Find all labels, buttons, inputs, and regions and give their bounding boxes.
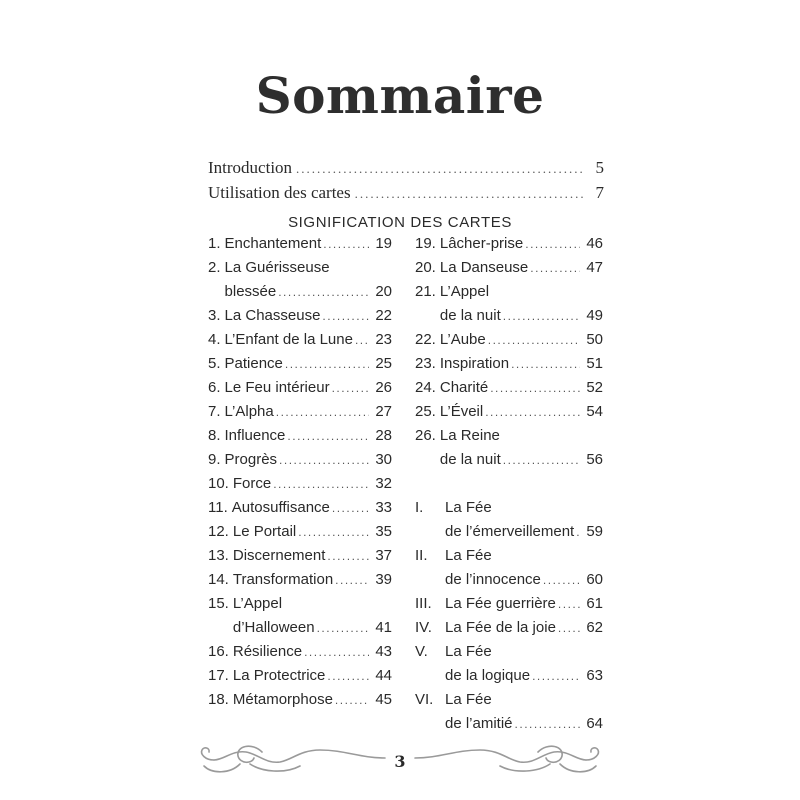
toc-entry[interactable] — [208, 376, 392, 400]
toc-entry-number: III. — [415, 595, 432, 612]
toc-entry[interactable] — [415, 280, 603, 328]
dot-leader — [543, 568, 580, 592]
toc-entry-label: blessée — [224, 283, 277, 300]
toc-entry-label: de l’émerveillement — [445, 523, 575, 540]
toc-entry-number: I. — [415, 499, 424, 516]
toc-entry-label: Discernement — [232, 547, 326, 564]
toc-entry-number: 16. — [208, 643, 229, 660]
toc-entry[interactable] — [208, 544, 392, 568]
toc-entry-number: 26. — [415, 427, 436, 444]
dot-leader — [525, 232, 580, 256]
toc-entry-page: 7 — [595, 183, 604, 202]
page-number: 3 — [394, 752, 406, 771]
toc-entry-label: Transformation — [232, 571, 334, 588]
toc-entry-number: 8. — [208, 427, 221, 444]
toc-entry-page: 39 — [375, 571, 392, 588]
toc-entry[interactable] — [208, 328, 392, 352]
toc-entry-page: 49 — [586, 307, 603, 324]
toc-entry-label: Inspiration — [439, 355, 510, 372]
dot-leader — [503, 448, 580, 472]
toc-entry[interactable] — [415, 352, 603, 376]
toc-entry-number: 23. — [415, 355, 436, 372]
toc-entry-page: 41 — [375, 619, 392, 636]
dot-leader — [558, 616, 580, 640]
toc-entry[interactable] — [415, 424, 603, 472]
toc-entry-page: 30 — [375, 451, 392, 468]
toc-entry-page: 19 — [375, 235, 392, 252]
toc-entry-number: 18. — [208, 691, 229, 708]
dot-leader — [355, 328, 369, 352]
dot-leader — [298, 520, 369, 544]
toc-entry-label: Utilisation des cartes — [208, 183, 351, 202]
toc-entry-number: 24. — [415, 379, 436, 396]
toc-entry[interactable] — [208, 256, 392, 304]
toc-entry-label: La Fée — [445, 643, 492, 660]
toc-entry-label: Autosuffisance — [231, 499, 330, 516]
toc-entry[interactable] — [208, 448, 392, 472]
toc-entry-number: 5. — [208, 355, 221, 372]
toc-entry-label: Le Portail — [232, 523, 297, 540]
toc-entry-label: La Fée guerrière — [445, 595, 556, 612]
toc-entry-number: 15. — [208, 595, 229, 612]
toc-entry-number: 14. — [208, 571, 229, 588]
dot-leader — [490, 376, 580, 400]
dot-leader — [285, 352, 369, 376]
toc-entry-page: 63 — [586, 667, 603, 684]
toc-entry-label: L’Aube — [439, 331, 486, 348]
dot-leader — [323, 232, 369, 256]
toc-entry[interactable] — [415, 544, 603, 592]
toc-entry-page: 35 — [375, 523, 392, 540]
toc-entry[interactable] — [415, 400, 603, 424]
toc-entry-page: 52 — [586, 379, 603, 396]
toc-entry-page: 20 — [375, 283, 392, 300]
page-title: Sommaire — [255, 66, 545, 125]
toc-entry[interactable] — [415, 616, 603, 640]
toc-entry-number: 1. — [208, 235, 221, 252]
toc-entry-page: 25 — [375, 355, 392, 372]
toc-entry-label: L’Appel — [232, 595, 283, 612]
toc-entry[interactable] — [208, 592, 392, 640]
toc-entry-utilisation[interactable] — [208, 181, 604, 206]
toc-entry-page: 51 — [586, 355, 603, 372]
toc-entry-number: 3. — [208, 307, 221, 324]
toc-entry-label: La Chasseuse — [224, 307, 321, 324]
toc-entry[interactable] — [415, 256, 603, 280]
dot-leader — [296, 157, 584, 181]
dot-leader — [488, 328, 580, 352]
dot-leader — [576, 520, 580, 544]
toc-entry-label: Force — [232, 475, 272, 492]
dot-leader — [327, 544, 369, 568]
toc-entry-page: 50 — [586, 331, 603, 348]
dot-leader — [332, 496, 369, 520]
toc-entry-page: 37 — [375, 547, 392, 564]
toc-entry-page: 5 — [595, 158, 604, 177]
dot-leader — [335, 688, 369, 712]
dot-leader — [278, 280, 369, 304]
toc-entry[interactable] — [208, 424, 392, 448]
section-title: SIGNIFICATION DES CARTES — [288, 214, 512, 231]
toc-entry-label: L’Appel — [439, 283, 490, 300]
toc-entry-number: 2. — [208, 259, 221, 276]
toc-entry-page: 45 — [375, 691, 392, 708]
dot-leader — [503, 304, 580, 328]
toc-entry-label: Enchantement — [224, 235, 322, 252]
dot-leader — [317, 616, 369, 640]
dot-leader — [530, 256, 580, 280]
toc-entry[interactable] — [208, 664, 392, 688]
toc-entry[interactable] — [415, 640, 603, 688]
toc-entry-page: 46 — [586, 235, 603, 252]
toc-entry-label: Lâcher-prise — [439, 235, 524, 252]
toc-entry-page: 26 — [375, 379, 392, 396]
toc-entry[interactable] — [208, 568, 392, 592]
toc-entry-label: de l’innocence — [445, 571, 541, 588]
toc-entry-page: 22 — [375, 307, 392, 324]
toc-entry[interactable] — [208, 400, 392, 424]
toc-entry-label: de la nuit — [439, 307, 501, 324]
toc-entry-number: VI. — [415, 691, 434, 708]
cards-column-right — [415, 232, 603, 736]
toc-entry-label: de l’amitié — [445, 715, 513, 732]
toc-entry-number: 13. — [208, 547, 229, 564]
toc-entry-page: 23 — [375, 331, 392, 348]
toc-entry-introduction[interactable] — [208, 156, 604, 181]
dot-leader — [279, 448, 369, 472]
dot-leader — [355, 182, 584, 206]
toc-entry-label: La Fée — [445, 691, 492, 708]
dot-leader — [327, 664, 369, 688]
toc-entry[interactable] — [415, 688, 603, 736]
toc-entry-label: Progrès — [224, 451, 278, 468]
dot-leader — [287, 424, 369, 448]
toc-entry-number: 10. — [208, 475, 229, 492]
toc-entry[interactable] — [415, 496, 603, 544]
intro-list — [208, 156, 604, 206]
cards-column-left — [208, 232, 392, 712]
dot-leader — [485, 400, 580, 424]
toc-entry-page: 32 — [375, 475, 392, 492]
dot-leader — [335, 568, 369, 592]
toc-entry-label: La Fée — [445, 499, 492, 516]
dot-leader — [511, 352, 580, 376]
toc-entry[interactable] — [415, 592, 603, 616]
toc-entry-label: L’Éveil — [439, 403, 484, 420]
toc-entry[interactable] — [415, 328, 603, 352]
toc-entry-number: 22. — [415, 331, 436, 348]
toc-entry-label: Patience — [224, 355, 283, 372]
toc-entry-label: Introduction — [208, 158, 293, 177]
toc-entry-page: 60 — [586, 571, 603, 588]
toc-entry-page: 62 — [586, 619, 603, 636]
toc-entry[interactable] — [415, 376, 603, 400]
dot-leader — [322, 304, 369, 328]
toc-entry-number: 4. — [208, 331, 221, 348]
toc-entry-number: 7. — [208, 403, 221, 420]
toc-entry-page: 54 — [586, 403, 603, 420]
toc-entry-page: 47 — [586, 259, 603, 276]
toc-entry-label: Métamorphose — [232, 691, 333, 708]
toc-entry-number: V. — [415, 643, 428, 660]
toc-entry-label: La Danseuse — [439, 259, 529, 276]
toc-entry-label: Résilience — [232, 643, 303, 660]
toc-entry-number: 9. — [208, 451, 221, 468]
toc-entry-label: L’Alpha — [224, 403, 274, 420]
toc-entry-label: La Fée — [445, 547, 492, 564]
dot-leader — [515, 712, 580, 736]
dot-leader — [276, 400, 369, 424]
dot-leader — [532, 664, 580, 688]
dot-leader — [558, 592, 580, 616]
toc-entry[interactable] — [208, 496, 392, 520]
toc-entry-page: 27 — [375, 403, 392, 420]
dot-leader — [332, 376, 369, 400]
toc-entry-page: 64 — [586, 715, 603, 732]
toc-entry-number: 19. — [415, 235, 436, 252]
toc-entry[interactable] — [415, 232, 603, 256]
toc-entry-page: 43 — [375, 643, 392, 660]
toc-entry-number: 17. — [208, 667, 229, 684]
toc-entry-page: 56 — [586, 451, 603, 468]
toc-entry-label: d’Halloween — [232, 619, 315, 636]
toc-entry-page: 44 — [375, 667, 392, 684]
dot-leader — [273, 472, 369, 496]
toc-entry-page: 61 — [586, 595, 603, 612]
toc-entry-label: Charité — [439, 379, 489, 396]
toc-entry-label: Le Feu intérieur — [224, 379, 330, 396]
toc-entry-number: IV. — [415, 619, 432, 636]
dot-leader — [304, 640, 369, 664]
toc-entry-label: La Guérisseuse — [224, 259, 330, 276]
toc-entry[interactable] — [208, 232, 392, 256]
toc-entry-page: 28 — [375, 427, 392, 444]
toc-entry-number: 6. — [208, 379, 221, 396]
toc-entry[interactable] — [208, 304, 392, 328]
toc-entry[interactable] — [208, 472, 392, 496]
toc-entry-number: 12. — [208, 523, 229, 540]
toc-entry-label: Influence — [224, 427, 286, 444]
toc-entry[interactable] — [208, 352, 392, 376]
toc-entry-label: L’Enfant de la Lune — [224, 331, 353, 348]
toc-entry[interactable] — [208, 520, 392, 544]
toc-entry-number: II. — [415, 547, 428, 564]
toc-entry-number: 21. — [415, 283, 436, 300]
toc-entry-number: 20. — [415, 259, 436, 276]
toc-entry-page: 33 — [375, 499, 392, 516]
toc-entry-label: La Reine — [439, 427, 500, 444]
toc-entry-label: La Fée de la joie — [445, 619, 556, 636]
toc-entry-number: 25. — [415, 403, 436, 420]
toc-entry-label: La Protectrice — [232, 667, 326, 684]
toc-entry-label: de la logique — [445, 667, 531, 684]
toc-entry[interactable] — [208, 688, 392, 712]
toc-entry[interactable] — [208, 640, 392, 664]
toc-entry-label: de la nuit — [439, 451, 501, 468]
toc-entry-number: 11. — [208, 499, 228, 516]
toc-entry-page: 59 — [586, 523, 603, 540]
